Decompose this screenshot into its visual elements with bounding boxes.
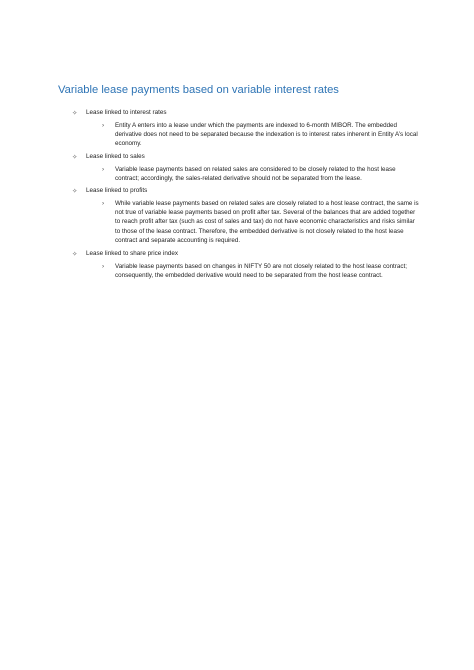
page-title: Variable lease payments based on variable interest rates [58,84,339,96]
sub-bullet-item [72,262,432,280]
section-header [72,186,432,198]
arrow-bullet-icon: › [102,122,105,129]
sub-bullet-item [72,165,432,183]
arrow-bullet-icon: › [102,200,105,207]
arrow-bullet-icon: › [102,166,105,173]
sub-bullet-item [72,121,432,149]
diamond-bullet-icon: ✧ [72,250,78,258]
diamond-bullet-icon: ✧ [72,109,78,117]
section-header [72,249,432,261]
section-header [72,108,432,120]
section-label: Lease linked to interest rates [86,109,167,116]
sub-bullet-item [72,199,432,245]
arrow-bullet-icon: › [102,263,105,270]
diamond-bullet-icon: ✧ [72,187,78,195]
section-profits [72,186,432,245]
section-sales [72,152,432,183]
section-header [72,152,432,164]
section-detail: While variable lease payments based on related sales are closely related to a host lease contract, the same is not true of variable lease payments based on profit after tax. Several of the balances that are added together to reach profit after tax (such as cost of sales and tax) do not have economic characteristics and risks similar to those of the lease contract. Therefore, the embedded derivative is not closely related to the host lease contract and separate accounting is required. [115,200,419,244]
section-interest-rates [72,108,432,149]
section-label: Lease linked to sales [86,153,145,160]
section-detail: Variable lease payments based on related sales are considered to be closely related to the host lease contract; accordingly, the sales-related derivative should not be separated from the lease. [115,166,396,183]
section-detail: Entity A enters into a lease under which the payments are indexed to 6-month MIBOR. The embedded derivative does not need to be separated because the indexation is to interest rates inherent in Entity A’s local economy. [115,122,418,148]
section-label: Lease linked to profits [86,187,148,194]
section-label: Lease linked to share price index [86,250,179,257]
diamond-bullet-icon: ✧ [72,153,78,161]
section-detail: Variable lease payments based on changes in NIFTY 50 are not closely related to the host lease contract; consequently, the embedded derivative would need to be separated from the host lease contract. [115,263,407,280]
section-share-price-index [72,249,432,280]
